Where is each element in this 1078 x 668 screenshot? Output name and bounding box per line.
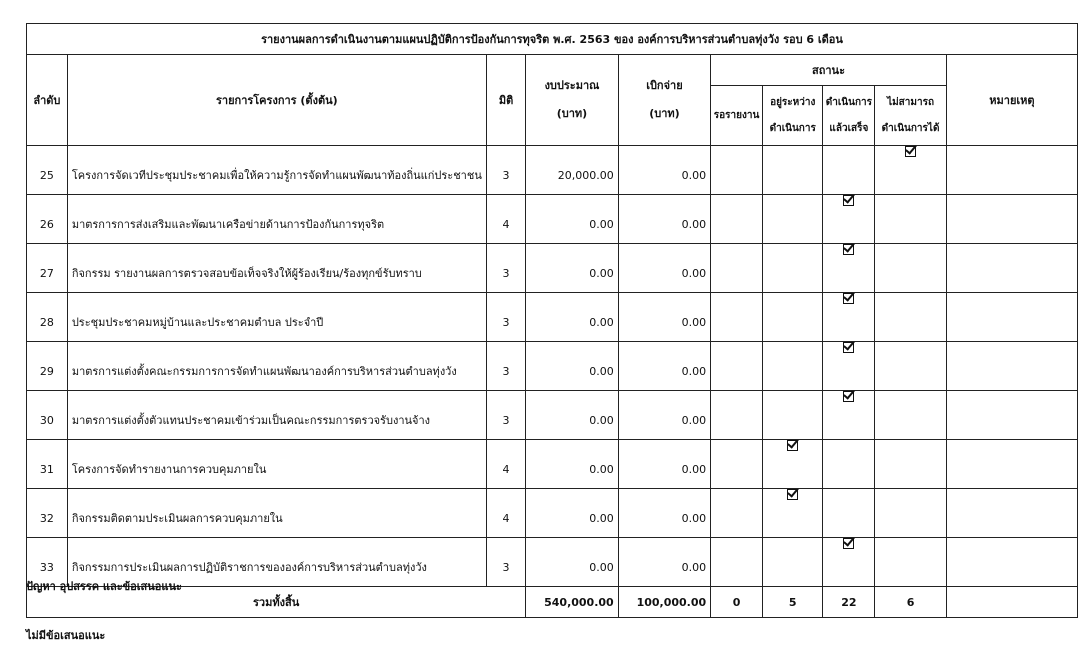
row-dimension: 3: [486, 538, 525, 587]
checkbox-checked-icon: [843, 195, 854, 206]
header-status-done-line1: ดำเนินการ: [825, 96, 872, 108]
row-status-cannot: [875, 146, 947, 195]
total-disbursed: 100,000.00: [618, 587, 710, 618]
row-status-done: [823, 489, 875, 538]
row-number: 32: [27, 489, 68, 538]
row-number: 33: [27, 538, 68, 587]
row-dimension: 3: [486, 342, 525, 391]
row-budget: 0.00: [526, 391, 618, 440]
header-budget: [526, 55, 618, 146]
row-budget: 0.00: [526, 538, 618, 587]
table-row: [27, 146, 1078, 195]
checkbox-checked-icon: [843, 391, 854, 402]
header-order: ลำดับ: [27, 55, 68, 146]
report-rows: [27, 146, 1078, 587]
row-status-done: [823, 244, 875, 293]
row-status-done: [823, 293, 875, 342]
row-budget: 0.00: [526, 244, 618, 293]
total-cannot: 6: [875, 587, 947, 618]
header-status-inprogress-line2: ดำเนินการ: [769, 122, 816, 134]
row-project-name: มาตรการแต่งตั้งคณะกรรมการการจัดทำแผนพัฒนาองค์การบริหารส่วนตำบลทุ่งวัง: [67, 342, 486, 391]
notes-heading: ปัญหา อุปสรรค และข้อเสนอแนะ: [26, 580, 182, 593]
checkbox-checked-icon: [843, 244, 854, 255]
row-status-inprogress: [762, 440, 823, 489]
row-budget: 20,000.00: [526, 146, 618, 195]
table-row: [27, 244, 1078, 293]
header-status-cannot-line2: ดำเนินการได้: [881, 122, 940, 134]
row-status-done: [823, 342, 875, 391]
row-project-name: กิจกรรมติดตามประเมินผลการควบคุมภายใน: [67, 489, 486, 538]
checkbox-checked-icon: [843, 538, 854, 549]
row-dimension: 4: [486, 195, 525, 244]
table-row: [27, 195, 1078, 244]
checkbox-checked-icon: [787, 489, 798, 500]
row-status-inprogress: [762, 293, 823, 342]
row-status-cannot: [875, 440, 947, 489]
row-number: 28: [27, 293, 68, 342]
header-disbursed-line2: (บาท): [649, 107, 680, 120]
row-project-name: โครงการจัดเวทีประชุมประชาคมเพื่อให้ความรู้การจัดทำแผนพัฒนาท้องถิ่นแก่ประชาชน: [67, 146, 486, 195]
row-status-pending: [711, 146, 763, 195]
row-remark: [946, 538, 1077, 587]
row-remark: [946, 195, 1077, 244]
total-budget: 540,000.00: [526, 587, 618, 618]
row-status-done: [823, 146, 875, 195]
row-status-inprogress: [762, 391, 823, 440]
total-label: รวมทั้งสิ้น: [27, 587, 526, 618]
row-status-done: [823, 391, 875, 440]
row-disbursed: 0.00: [618, 195, 710, 244]
header-status-cannot: [875, 86, 947, 146]
table-row: [27, 489, 1078, 538]
checkbox-checked-icon: [843, 342, 854, 353]
row-number: 25: [27, 146, 68, 195]
row-remark: [946, 146, 1077, 195]
row-status-pending: [711, 391, 763, 440]
row-disbursed: 0.00: [618, 440, 710, 489]
row-status-cannot: [875, 342, 947, 391]
row-status-cannot: [875, 391, 947, 440]
row-number: 29: [27, 342, 68, 391]
table-row: [27, 440, 1078, 489]
report-title: รายงานผลการดำเนินงานตามแผนปฏิบัติการป้องกันการทุจริต พ.ศ. 2563 ของ องค์การบริหารส่วนตำบลทุ่งวัง รอบ 6 เดือน: [27, 24, 1078, 55]
row-status-pending: [711, 538, 763, 587]
row-dimension: 4: [486, 489, 525, 538]
row-status-cannot: [875, 293, 947, 342]
table-row: [27, 538, 1078, 587]
header-status-inprogress: [762, 86, 823, 146]
row-disbursed: 0.00: [618, 489, 710, 538]
row-disbursed: 0.00: [618, 293, 710, 342]
table-row: [27, 342, 1078, 391]
row-number: 31: [27, 440, 68, 489]
row-remark: [946, 244, 1077, 293]
row-number: 27: [27, 244, 68, 293]
row-status-inprogress: [762, 146, 823, 195]
row-dimension: 3: [486, 391, 525, 440]
row-status-done: [823, 440, 875, 489]
row-number: 30: [27, 391, 68, 440]
total-pending: 0: [711, 587, 763, 618]
checkbox-checked-icon: [787, 440, 798, 451]
row-dimension: 3: [486, 244, 525, 293]
header-status-cannot-line1: ไม่สามารถ: [887, 96, 935, 108]
row-status-inprogress: [762, 342, 823, 391]
row-status-cannot: [875, 244, 947, 293]
row-disbursed: 0.00: [618, 342, 710, 391]
row-project-name: มาตรการแต่งตั้งตัวแทนประชาคมเข้าร่วมเป็นคณะกรรมการตรวจรับงานจ้าง: [67, 391, 486, 440]
header-budget-line1: งบประมาณ: [544, 79, 600, 92]
row-dimension: 4: [486, 440, 525, 489]
header-status: สถานะ: [711, 55, 947, 86]
header-disbursed: [618, 55, 710, 146]
total-done: 22: [823, 587, 875, 618]
row-budget: 0.00: [526, 440, 618, 489]
row-status-pending: [711, 489, 763, 538]
notes-content: ไม่มีข้อเสนอแนะ: [26, 629, 106, 642]
row-remark: [946, 489, 1077, 538]
header-status-done-line2: แล้วเสร็จ: [829, 122, 869, 134]
header-budget-line2: (บาท): [556, 107, 588, 120]
table-row: [27, 391, 1078, 440]
checkbox-checked-icon: [905, 146, 916, 157]
header-remark: หมายเหตุ: [946, 55, 1077, 146]
header-status-done: [823, 86, 875, 146]
row-status-pending: [711, 342, 763, 391]
row-status-pending: [711, 195, 763, 244]
total-inprogress: 5: [762, 587, 823, 618]
row-status-pending: [711, 440, 763, 489]
row-disbursed: 0.00: [618, 244, 710, 293]
row-status-inprogress: [762, 195, 823, 244]
row-status-inprogress: [762, 538, 823, 587]
header-disbursed-line1: เบิกจ่าย: [646, 79, 683, 92]
checkbox-checked-icon: [843, 293, 854, 304]
header-status-pending: รอรายงาน: [711, 86, 763, 146]
row-status-cannot: [875, 538, 947, 587]
row-status-cannot: [875, 195, 947, 244]
row-number: 26: [27, 195, 68, 244]
row-project-name: โครงการจัดทำรายงานการควบคุมภายใน: [67, 440, 486, 489]
row-status-done: [823, 195, 875, 244]
row-budget: 0.00: [526, 489, 618, 538]
row-dimension: 3: [486, 146, 525, 195]
row-project-name: ประชุมประชาคมหมู่บ้านและประชาคมตำบล ประจำปี: [67, 293, 486, 342]
row-disbursed: 0.00: [618, 391, 710, 440]
header-dimension: มิติ: [486, 55, 525, 146]
row-status-pending: [711, 293, 763, 342]
row-status-cannot: [875, 489, 947, 538]
row-budget: 0.00: [526, 293, 618, 342]
row-project-name: มาตรการการส่งเสริมและพัฒนาเครือข่ายด้านการป้องกันการทุจริต: [67, 195, 486, 244]
row-dimension: 3: [486, 293, 525, 342]
row-remark: [946, 440, 1077, 489]
row-project-name: กิจกรรม รายงานผลการตรวจสอบข้อเท็จจริงให้ผู้ร้องเรียน/ร้องทุกข์รับทราบ: [67, 244, 486, 293]
row-project-name: กิจกรรมการประเมินผลการปฏิบัติราชการขององค์การบริหารส่วนตำบลทุ่งวัง: [67, 538, 486, 587]
total-row: [27, 587, 1078, 618]
header-status-inprogress-line1: อยู่ระหว่าง: [770, 96, 816, 108]
row-status-done: [823, 538, 875, 587]
row-budget: 0.00: [526, 342, 618, 391]
row-remark: [946, 391, 1077, 440]
project-report-table: [26, 23, 1078, 618]
table-row: [27, 293, 1078, 342]
row-status-inprogress: [762, 489, 823, 538]
header-project: รายการโครงการ (ตั้งต้น): [67, 55, 486, 146]
total-remark: [946, 587, 1077, 618]
row-disbursed: 0.00: [618, 538, 710, 587]
row-remark: [946, 342, 1077, 391]
row-status-pending: [711, 244, 763, 293]
row-status-inprogress: [762, 244, 823, 293]
row-budget: 0.00: [526, 195, 618, 244]
row-disbursed: 0.00: [618, 146, 710, 195]
row-remark: [946, 293, 1077, 342]
